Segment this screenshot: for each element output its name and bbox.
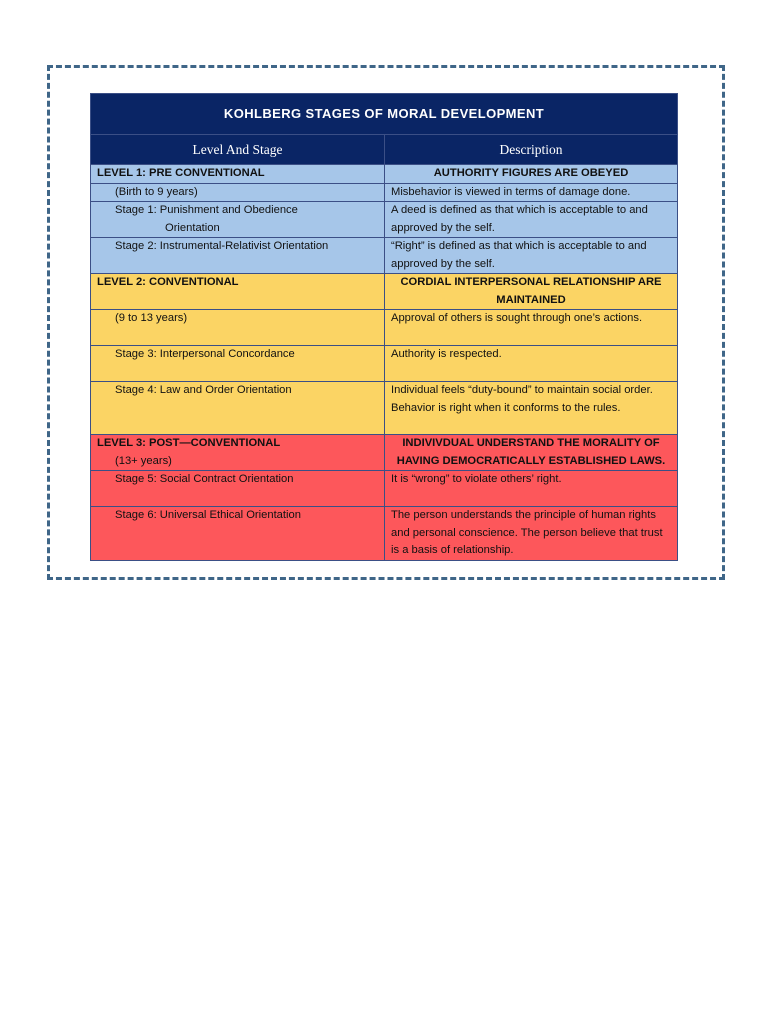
stage-1-line-2: Orientation: [165, 221, 220, 234]
stage-5-label: Stage 5: Social Contract Orientation: [91, 471, 385, 507]
stage-6-description: The person understands the principle of human rights and personal conscience. The person believe that trust is a basis of relationship.: [385, 507, 678, 561]
table-row: [91, 346, 678, 382]
table-row: [91, 183, 678, 202]
level-1-age-description: Misbehavior is viewed in terms of damage done.: [385, 183, 678, 202]
column-header-description: Description: [385, 135, 678, 165]
stage-5-description: It is “wrong” to violate others’ right.: [385, 471, 678, 507]
level-2-heading: CORDIAL INTERPERSONAL RELATIONSHIP ARE MAINTAINED: [385, 274, 678, 310]
stage-4-description-2: Behavior is right when it conforms to the rules.: [391, 401, 621, 414]
table-row: [91, 507, 678, 561]
kohlberg-table: [90, 93, 678, 561]
stage-3-label: Stage 3: Interpersonal Concordance: [91, 346, 385, 382]
level-2-age: (9 to 13 years): [91, 310, 385, 346]
stage-4-label: Stage 4: Law and Order Orientation: [91, 382, 385, 435]
level-2-name: LEVEL 2: CONVENTIONAL: [91, 274, 385, 310]
level-3-name: LEVEL 3: POST—CONVENTIONAL: [97, 437, 281, 449]
stage-6-label: Stage 6: Universal Ethical Orientation: [91, 507, 385, 561]
stage-2-label: Stage 2: Instrumental-Relativist Orientation: [91, 238, 385, 274]
stage-4-description: [385, 382, 678, 435]
header-row: [91, 135, 678, 165]
stage-2-description: “Right” is defined as that which is acceptable to and approved by the self.: [385, 238, 678, 274]
table-row: [91, 165, 678, 184]
column-header-level: Level And Stage: [91, 135, 385, 165]
level-3-age: (13+ years): [115, 454, 172, 467]
stage-4-description-1: Individual feels “duty-bound” to maintain social order.: [391, 384, 653, 396]
table-row: [91, 274, 678, 310]
level-1-name: LEVEL 1: PRE CONVENTIONAL: [91, 165, 385, 184]
level-3-heading: INDIVIVDUAL UNDERSTAND THE MORALITY OF HAVING DEMOCRATICALLY ESTABLISHED LAWS.: [385, 435, 678, 471]
stage-1-description: A deed is defined as that which is acceptable to and approved by the self.: [385, 202, 678, 238]
level-1-age: (Birth to 9 years): [91, 183, 385, 202]
level-3-label: [91, 435, 385, 471]
table-row: [91, 382, 678, 435]
stage-1-line-1: Stage 1: Punishment and Obedience: [115, 204, 298, 216]
table-row: [91, 310, 678, 346]
table-row: [91, 238, 678, 274]
table-row: [91, 435, 678, 471]
table-title: KOHLBERG STAGES OF MORAL DEVELOPMENT: [91, 94, 678, 135]
title-row: [91, 94, 678, 135]
stage-1-label: [91, 202, 385, 238]
table-row: [91, 471, 678, 507]
level-2-age-description: Approval of others is sought through one’s actions.: [385, 310, 678, 346]
stage-3-description: Authority is respected.: [385, 346, 678, 382]
table-row: [91, 202, 678, 238]
level-1-heading: AUTHORITY FIGURES ARE OBEYED: [385, 165, 678, 184]
